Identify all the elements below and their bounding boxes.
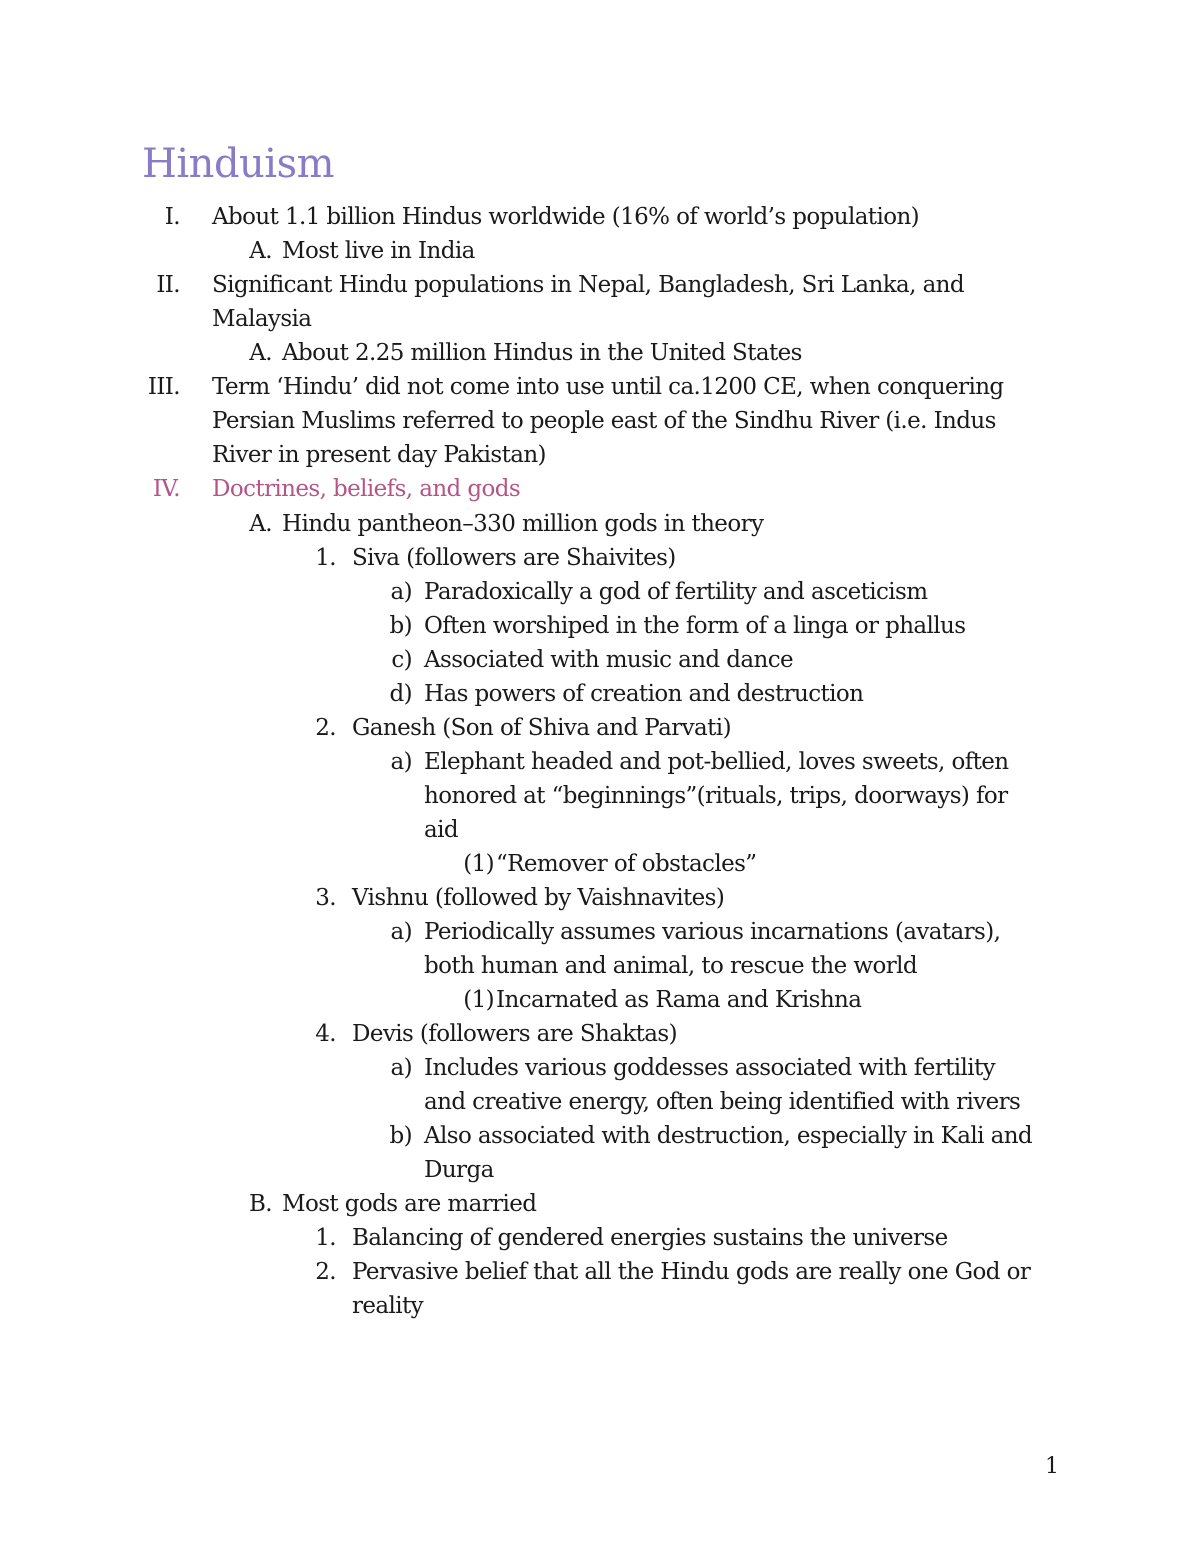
list-marker: 2.: [315, 715, 336, 741]
list-item-text: Includes various goddesses associated with fertility: [424, 1055, 996, 1081]
outline-line: [0, 711, 1200, 745]
list-item-text: Also associated with destruction, especially in Kali and: [424, 1123, 1033, 1149]
outline-line: [0, 643, 1200, 677]
outline-line: [0, 609, 1200, 643]
outline-line: [0, 507, 1200, 541]
list-marker: a): [390, 1055, 412, 1081]
list-item-text: Significant Hindu populations in Nepal, Bangladesh, Sri Lanka, and: [212, 272, 965, 298]
list-marker: a): [390, 579, 412, 605]
list-item-text: reality: [352, 1293, 424, 1319]
outline-line: [0, 268, 1200, 302]
page-number: 1: [1045, 1454, 1059, 1479]
outline-line: [0, 813, 1200, 847]
list-marker: I.: [164, 204, 180, 230]
outline-line: [0, 745, 1200, 779]
outline-line: [0, 915, 1200, 949]
outline-line: [0, 541, 1200, 575]
list-item-text: Pervasive belief that all the Hindu gods are really one God or: [352, 1259, 1031, 1285]
list-marker: III.: [147, 374, 180, 400]
list-item-text: honored at “beginnings”(rituals, trips, doorways) for: [424, 783, 1008, 809]
outline-line: [0, 1153, 1200, 1187]
outline-line: [0, 1255, 1200, 1289]
list-marker: a): [390, 919, 412, 945]
list-item-text: About 1.1 billion Hindus worldwide (16% of world’s population): [212, 204, 920, 230]
list-item-text: “Remover of obstacles”: [496, 851, 757, 877]
list-item-text: Often worshiped in the form of a linga or phallus: [424, 613, 966, 639]
list-marker: A.: [249, 340, 272, 366]
outline-line: [0, 1119, 1200, 1153]
outline-line: [0, 200, 1200, 234]
list-item-text: Paradoxically a god of fertility and asceticism: [424, 579, 928, 605]
list-item-text: and creative energy, often being identified with rivers: [424, 1089, 1021, 1115]
list-item-text: River in present day Pakistan): [212, 442, 546, 468]
list-marker: 3.: [315, 885, 336, 911]
list-marker: 1.: [315, 545, 336, 571]
list-item-text: Associated with music and dance: [424, 647, 793, 673]
list-item-text: Siva (followers are Shaivites): [352, 545, 676, 571]
list-item-text: Has powers of creation and destruction: [424, 681, 864, 707]
section-heading-doctrines: [0, 472, 1200, 506]
outline-line: [0, 302, 1200, 336]
outline-line: [0, 677, 1200, 711]
list-item-text: Term ‘Hindu’ did not come into use until ca.1200 CE, when conquering: [212, 374, 1004, 400]
outline-line: [0, 234, 1200, 268]
list-item-text: Vishnu (followed by Vaishnavites): [352, 885, 725, 911]
list-item-text: Most gods are married: [282, 1191, 537, 1217]
list-marker: A.: [249, 511, 272, 537]
list-marker: a): [390, 749, 412, 775]
document-title: Hinduism: [142, 141, 335, 187]
outline-line: [0, 847, 1200, 881]
outline-line: [0, 1289, 1200, 1323]
list-item-text: Devis (followers are Shaktas): [352, 1021, 677, 1047]
list-marker: b): [389, 613, 412, 639]
outline-line: [0, 779, 1200, 813]
list-marker: II.: [156, 272, 180, 298]
outline-line: [0, 404, 1200, 438]
list-marker: 4.: [315, 1021, 336, 1047]
list-item-text: both human and animal, to rescue the world: [424, 953, 917, 979]
outline-line: [0, 370, 1200, 404]
list-marker: 2.: [315, 1259, 336, 1285]
list-item-text: Malaysia: [212, 306, 312, 332]
list-item-text: Most live in India: [282, 238, 475, 264]
outline-line: [0, 575, 1200, 609]
list-item-text: Persian Muslims referred to people east of the Sindhu River (i.e. Indus: [212, 408, 996, 434]
outline-line: [0, 336, 1200, 370]
list-marker: b): [389, 1123, 412, 1149]
list-item-text: About 2.25 million Hindus in the United States: [282, 340, 802, 366]
outline-line: [0, 1017, 1200, 1051]
list-item-text: Incarnated as Rama and Krishna: [496, 987, 862, 1013]
list-item-text: Periodically assumes various incarnations (avatars),: [424, 919, 1001, 945]
list-item-text: aid: [424, 817, 458, 843]
outline-line: [0, 1051, 1200, 1085]
list-marker: d): [389, 681, 412, 707]
section-heading-text: Doctrines, beliefs, and gods: [212, 476, 521, 502]
list-marker: 1.: [315, 1225, 336, 1251]
list-marker: A.: [249, 238, 272, 264]
list-marker: IV.: [152, 476, 180, 502]
list-item-text: Durga: [424, 1157, 494, 1183]
outline-line: [0, 983, 1200, 1017]
outline-line: [0, 881, 1200, 915]
outline-line: [0, 1187, 1200, 1221]
list-item-text: Hindu pantheon–330 million gods in theory: [282, 511, 764, 537]
outline-line: [0, 438, 1200, 472]
list-marker: c): [391, 647, 412, 673]
list-marker: (1): [463, 987, 494, 1013]
list-item-text: Ganesh (Son of Shiva and Parvati): [352, 715, 731, 741]
list-item-text: Balancing of gendered energies sustains the universe: [352, 1225, 948, 1251]
list-marker: (1): [463, 851, 494, 877]
outline-line: [0, 1085, 1200, 1119]
outline-line: [0, 1221, 1200, 1255]
list-marker: B.: [248, 1191, 272, 1217]
list-item-text: Elephant headed and pot-bellied, loves sweets, often: [424, 749, 1009, 775]
outline-line: [0, 949, 1200, 983]
